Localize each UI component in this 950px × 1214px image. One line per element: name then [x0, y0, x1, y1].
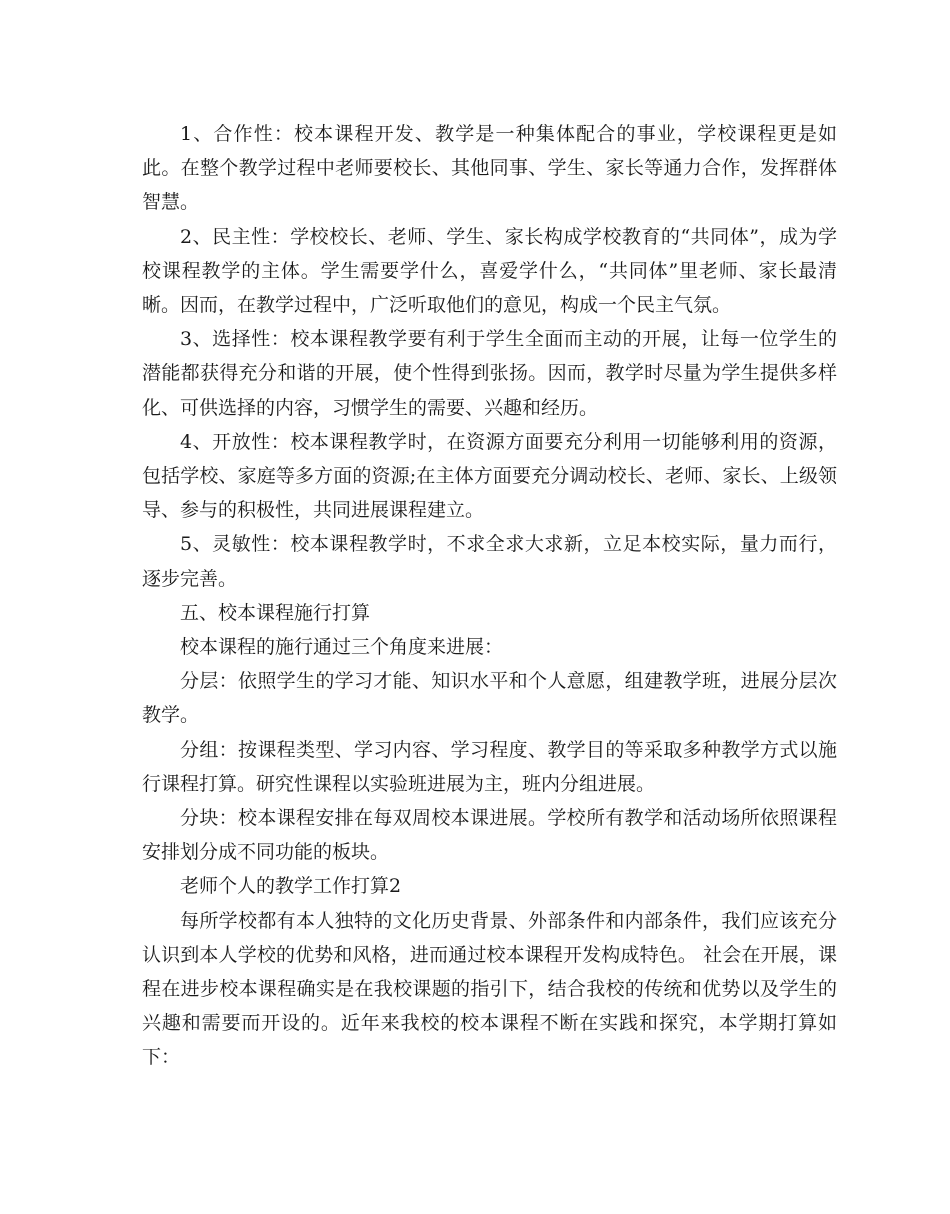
paragraph-selectivity: 3、选择性：校本课程教学要有利于学生全面而主动的开展，让每一位学生的潜能都获得充分和谐的开展，使个性得到张扬。因而，教学时尽量为学生提供多样化、可供选择的内容，习惯学生的需要、兴趣和经历。 [142, 328, 837, 419]
paragraph-school-background: 每所学校都有本人独特的文化历史背景、外部条件和内部条件，我们应该充分认识到本人学校的优势和风格，进而通过校本课程开发构成特色。 社会在开展，课程在进步校本课程确实是在我校课题的指引下，结合我校的传统和优势以及学生的兴趣和需要而开设的。近年来我校的校本课程不断在实践和探究，本学期打算如下： [142, 909, 837, 1069]
paragraph-openness: 4、开放性：校本课程教学时，在资源方面要充分利用一切能够利用的资源，包括学校、家庭等多方面的资源;在主体方面要充分调动校长、老师、家长、上级领导、参与的积极性，共同进展课程建立。 [142, 430, 837, 522]
document-body [142, 117, 837, 1075]
paragraph-layering: 分层：依照学生的学习才能、知识水平和个人意愿，组建教学班，进展分层次教学。 [142, 670, 837, 727]
paragraph-flexibility: 5、灵敏性：校本课程教学时，不求全求大求新，立足本校实际，量力而行，逐步完善。 [142, 533, 837, 590]
section-heading-implementation-plan: 五、校本课程施行打算 [180, 601, 371, 624]
paragraph-cooperation: 1、合作性：校本课程开发、教学是一种集体配合的事业，学校课程更是如此。在整个教学过程中老师要校长、其他同事、学生、家长等通力合作，发挥群体智慧。 [142, 123, 837, 214]
paragraph-three-angles: 校本课程的施行通过三个角度来进展： [180, 636, 504, 659]
paragraph-democracy: 2、民主性：学校校长、老师、学生、家长构成学校教育的“共同体”，成为学校课程教学的主体。学生需要学什么，喜爱学什么，“共同体”里老师、家长最清晰。因而，在教学过程中，广泛听取他们的意见，构成一个民主气氛。 [142, 225, 837, 317]
paragraph-blocks: 分块：校本课程安排在每双周校本课进展。学校所有教学和活动场所依照课程安排划分成不同功能的板块。 [142, 807, 837, 864]
section-heading-teacher-plan-2: 老师个人的教学工作打算2 [180, 875, 402, 898]
paragraph-grouping: 分组：按课程类型、学习内容、学习程度、教学目的等采取多种教学方式以施行课程打算。研究性课程以实验班进展为主，班内分组进展。 [142, 738, 837, 795]
